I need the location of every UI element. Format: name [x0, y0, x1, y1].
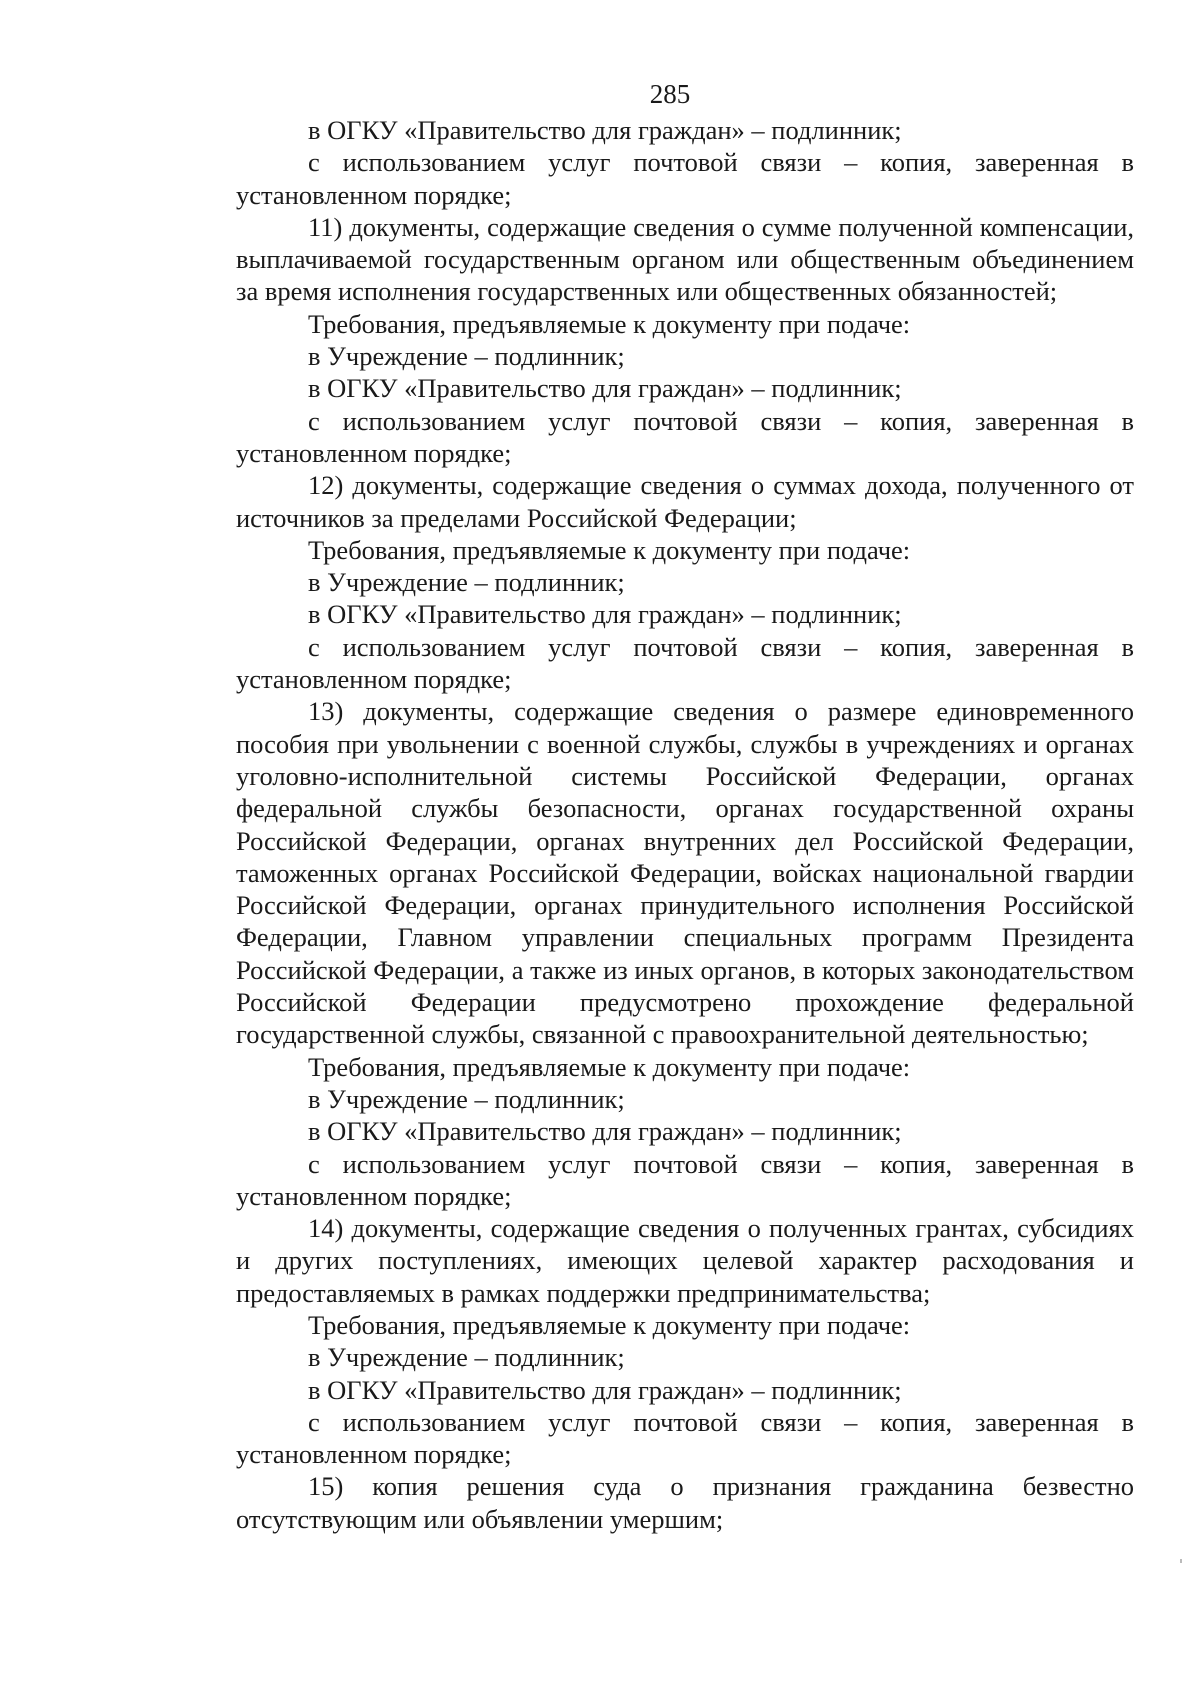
paragraph: 14) документы, содержащие сведения о полученных грантах, субсидиях и других поступлениях, имеющих целевой характер расходования и предоставляемых в рамках поддержки предпринимательства;	[236, 1213, 1134, 1308]
paragraph: в Учреждение – подлинник;	[308, 341, 625, 372]
paragraph: в ОГКУ «Правительство для граждан» – подлинник;	[308, 115, 902, 145]
paragraph: с использованием услуг почтовой связи – копия, заверенная в установленном порядке;	[236, 631, 1134, 695]
page-number: 285	[649, 79, 691, 109]
paragraph: Требования, предъявляемые к документу при подаче:	[308, 308, 911, 339]
document-body	[236, 114, 1134, 1535]
paragraph: с использованием услуг почтовой связи – копия, заверенная в установленном порядке;	[236, 147, 1134, 210]
paragraph: Требования, предъявляемые к документу при подаче:	[308, 1309, 911, 1340]
paragraph: в Учреждение – подлинник;	[308, 1342, 625, 1373]
paragraph: Требования, предъявляемые к документу при подаче:	[308, 1051, 911, 1082]
paragraph: в ОГКУ «Правительство для граждан» – подлинник;	[308, 1116, 902, 1147]
paragraph: в Учреждение – подлинник;	[308, 1083, 625, 1114]
paragraph: с использованием услуг почтовой связи – копия, заверенная в установленном порядке;	[236, 1406, 1134, 1470]
paragraph: 15) копия решения суда о признания гражданина безвестно отсутствующим или объявлении умершим;	[236, 1471, 1134, 1534]
paragraph: Требования, предъявляемые к документу при подаче:	[308, 534, 911, 565]
paragraph: в ОГКУ «Правительство для граждан» – подлинник;	[308, 599, 902, 630]
paragraph: 12) документы, содержащие сведения о суммах дохода, полученного от источников за пределами Российской Федерации;	[236, 470, 1134, 533]
scan-artifact	[1180, 1559, 1182, 1563]
paragraph: в ОГКУ «Правительство для граждан» – подлинник;	[308, 373, 902, 404]
paragraph: 11) документы, содержащие сведения о сумме полученной компенсации, выплачиваемой государственным органом или общественным объединением за время исполнения государственных или общественных обязанностей;	[236, 211, 1134, 307]
paragraph: с использованием услуг почтовой связи – копия, заверенная в установленном порядке;	[236, 405, 1134, 468]
paragraph: в ОГКУ «Правительство для граждан» – подлинник;	[308, 1374, 902, 1405]
paragraph: с использованием услуг почтовой связи – копия, заверенная в установленном порядке;	[236, 1148, 1134, 1211]
paragraph: 13) документы, содержащие сведения о размере единовременного пособия при увольнении с военной службы, службы в учреждениях и органах уголовно-исполнительной системы Российской Федерации, органах федеральной службы безопасности, органах государственной охраны Российской Федерации, органах внутренних дел Российской Федерации, таможенных органах Российской Федерации, войсках национальной гвардии Российской Федерации, органах принудительного исполнения Российской Федерации, Главном управлении специальных программ Президента Российской Федерации, а также из иных органов, в которых законодательством Российской Федерации предусмотрено прохождение федеральной государственной службы, связанной с правоохранительной деятельностью;	[236, 696, 1134, 1050]
paragraph: в Учреждение – подлинник;	[308, 567, 625, 598]
